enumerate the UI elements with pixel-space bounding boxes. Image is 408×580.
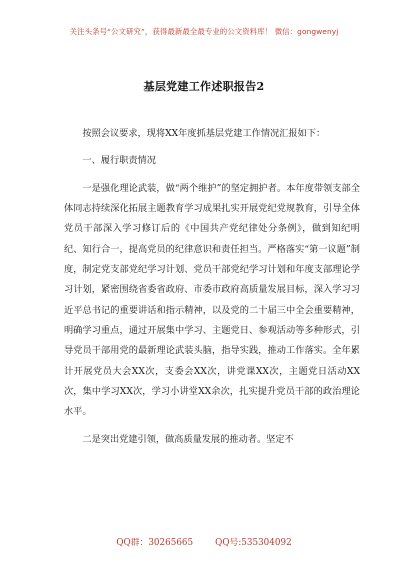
body-paragraph: 一是强化理论武装，做“两个维护”的坚定拥护者。本年度带领支部全体同志持续深化拓展主题教育学习成果扎实开展党纪党规教育，引导全体党员干部深入学习修订后的《中国共产党纪律处分条例》，做到知纪明纪、知行合一，提高党员的纪律意识和责任担当。严格落实“第一议题”制度，制定党支部党纪学习计划、党员干部党纪学习计划和年度支部理论学习计划，紧密围绕省委省政府、市委市政府高质量发展目标，深入学习习近平总书记的重要讲话和指示精神，以及党的二十届三中全会重要精神，明确学习重点，通过开展集中学习、主题党日、参观活动等多种形式，引导党员干部用党的最新理论武装头脑，指导实践，推动工作落实。全年累计开展党员大会XX次，支委会XX次，讲党课XX次，主题党日活动XX次，集中学习XX次，学习小讲堂XX余次，扎实提升党员干部的政治理论水平。 (64, 182, 360, 418)
page-title: 基层党建工作述职报告2 (143, 80, 265, 93)
section-heading: 一、履行职责情况 (82, 155, 156, 167)
qq-number-text: QQ号:535304092 (215, 538, 292, 548)
page-footer (0, 535, 408, 548)
qq-group-text: QQ群：30265665 (116, 538, 194, 548)
body-paragraph: 二是突出党建引领，做高质量发展的推动者。坚定不 (82, 433, 294, 445)
document-body (64, 124, 360, 450)
promo-banner: 关注头条号“公文研究”，获得最新最全最专业的公文资料库！ 微信：gongwenyj (69, 27, 339, 36)
intro-paragraph: 按照会议要求，现将XX年度抓基层党建工作情况汇报如下： (82, 128, 326, 139)
